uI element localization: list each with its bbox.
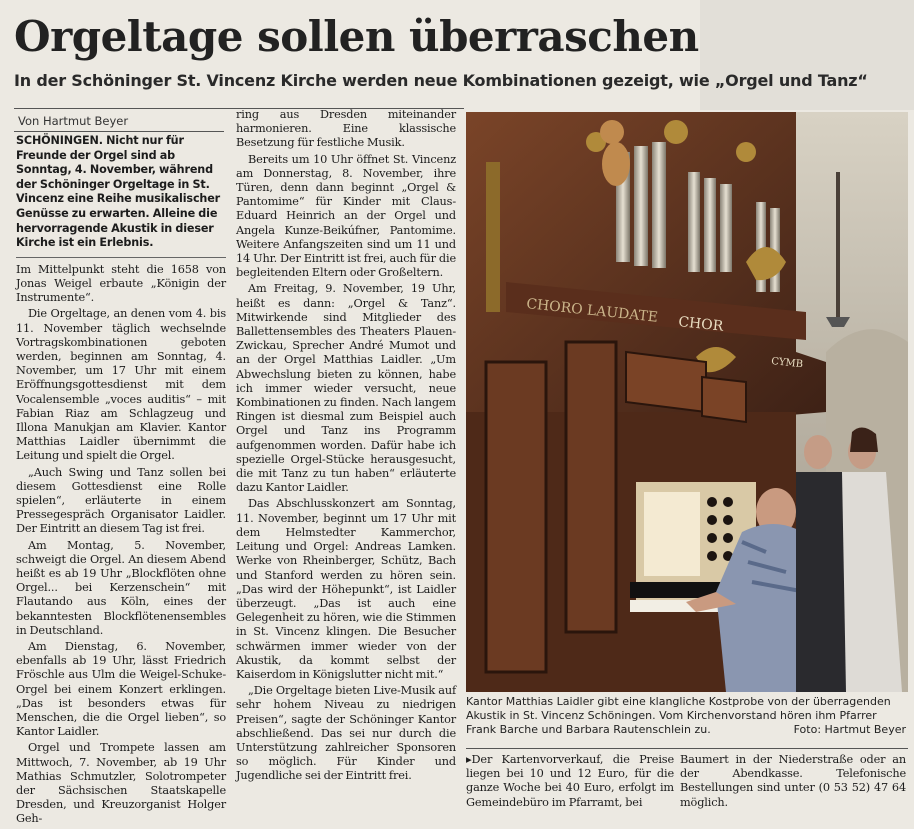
paragraph: ring aus Dresden miteinander harmonieren. Eine klassische Besetzung für festliche Musik. [236, 108, 456, 150]
article-column-2 [236, 108, 456, 786]
paragraph: Das Abschlusskonzert am Sonntag, 11. November, beginnt um 17 Uhr mit dem Helmstedter Kammerchor, Leitung und Orgel: Andreas Lamken. Werke von Rheinberger, Schütz, Bach und Stanford werden zu hören sein. „Das wird der Höhepunkt“, ist Laidler überzeugt. „Das ist auch eine Gelegenheit zu hören, wie die Stimmen in St. Vincenz klingen. Die Besucher schwärmen immer wieder von der Akustik, da kommt selbst der Kaiserdom in Königslutter nicht mit.“ [236, 497, 456, 681]
organ-inscription: CHOR [677, 314, 724, 335]
adjacent-article-edge [700, 0, 914, 110]
headline: Orgeltage sollen überraschen [14, 12, 699, 61]
byline-rule-bottom [14, 131, 224, 132]
article-lead: SCHÖNINGEN. Nicht nur für Freunde der Orgel sind ab Sonntag, 4. November, während der Schöninger Orgeltage in St. Vincenz eine Reihe musikalischer Genüsse zu erwarten. Alleine die hervorragende Akustik in dieser Kirche ist ein Erlebnis. [16, 134, 221, 250]
paragraph: Am Dienstag, 6. November, ebenfalls ab 19 Uhr, lässt Friedrich Fröschle aus Ulm die Weigel-Schuke-Orgel bei einem Konzert erklingen. „Das ist besonders etwas für Menschen, die die Orgel lieben“, so Kantor Laidler. [16, 640, 226, 739]
paragraph: Die Orgeltage, an denen vom 4. bis 11. November täglich wechselnde Vortragskombinationen geboten werden, beginnen am Sonntag, 4. November, um 17 Uhr mit einem Eröffnungsgottesdienst mit dem Vocalensemble „voces auditis“ – mit Fabian Riaz am Schlagzeug und Illona Manukjan am Klavier. Kantor Matthias Laidler übernimmt die Leitung und spielt die Orgel. [16, 307, 226, 463]
paragraph: Orgel und Trompete lassen am Mittwoch, 7. November, ab 19 Uhr Mathias Schmutzler, Solotrompeter der Sächsischen Staatskapelle Dresden, und Kreuzorganist Holger Geh- [16, 741, 226, 826]
ticket-info-text: Baumert in der Niederstraße oder an der Abendkasse. Telefonische Bestellungen sind unter (0 53 52) 47 64 möglich. [680, 753, 906, 809]
paragraph: Am Montag, 5. November, schweigt die Orgel. An diesem Abend heißt es ab 19 Uhr „Blockflöten ohne Orgel... bei Kerzenschein“ mit Flautando aus Köln, eines der bekanntesten Blockflötenensembles in Deutschland. [16, 538, 226, 637]
ticket-info-text: ▸Der Kartenvorverkauf, die Preise liegen bei 10 und 12 Euro, für die ganze Woche bei 40 Euro, erfolgt im Gemeindebüro im Pfarramt, bei [466, 753, 674, 809]
ticket-info-column-2 [680, 753, 906, 812]
subheadline: In der Schöninger St. Vincenz Kirche werden neue Kombinationen gezeigt, wie „Orgel und Tanz“ [14, 71, 868, 90]
byline: Von Hartmut Beyer [18, 114, 129, 128]
article-column-1 [16, 134, 226, 829]
paragraph: Im Mittelpunkt steht die 1658 von Jonas Weigel erbaute „Königin der Instrumente“. [16, 262, 226, 305]
photo-credit: Foto: Hartmut Beyer [793, 723, 906, 736]
caption-rule [466, 748, 908, 749]
lead-separator [16, 257, 226, 258]
organ-inscription: CHORO LAUDATE [525, 296, 659, 326]
paragraph: Am Freitag, 9. November, 19 Uhr, heißt es dann: „Orgel & Tanz“. Mitwirkende sind Mitglieder des Ballettensembles des Theaters Plauen-Zwickau, Sprecher André Mumot und an der Orgel Matthias Laidler. „Um Abwechslung bieten zu können, habe ich immer wieder versucht, neue Kombinationen zu finden. Nach langem Ringen ist diesmal zum Beispiel auch Orgel und Tanz ins Programm aufgenommen worden. Dafür habe ich spezielle Orgel-Stücke herausgesucht, die mit Tanz zu tun haben“ erläuterte dazu Kantor Laidler. [236, 282, 456, 495]
paragraph: „Die Orgeltage bieten Live-Musik auf sehr hohem Niveau zu niedrigen Preisen“, sagte der Schöninger Kantor abschließend. Das sei nur durch die Unterstützung zahlreicher Sponsoren so möglich. Für Kinder und Jugendliche sei der Eintritt frei. [236, 684, 456, 783]
organ-photo [466, 112, 908, 692]
ticket-info-column-1 [466, 753, 674, 812]
paragraph: „Auch Swing und Tanz sollen bei diesem Gottesdienst eine Rolle spielen“, erläuterte in einem Pressegespräch Organisator Laidler. Der Eintritt an diesem Tag ist frei. [16, 465, 226, 536]
caption-text: Kantor Matthias Laidler gibt eine klangliche Kostprobe von der überragenden Akustik in St. Vincenz Schöningen. Vom Kirchenvorstand hören ihm Pfarrer Frank Barche und Barbara Rautenschlein zu. [466, 695, 891, 736]
photo-caption [466, 695, 906, 737]
organ-photo-illustration [466, 112, 908, 692]
organ-inscription: CYMB [770, 356, 804, 371]
paragraph: Bereits um 10 Uhr öffnet St. Vincenz am Donnerstag, 8. November, ihre Türen, denn dann beginnt „Orgel & Pantomime“ für Kinder mit Claus-Eduard Heinrich an der Orgel und Angela Kunze-Beikúfner, Pantomime. Weitere Anfangszeiten sind um 11 und 14 Uhr. Der Eintritt ist frei, auch für die begleitenden Eltern oder Großeltern. [236, 152, 456, 280]
